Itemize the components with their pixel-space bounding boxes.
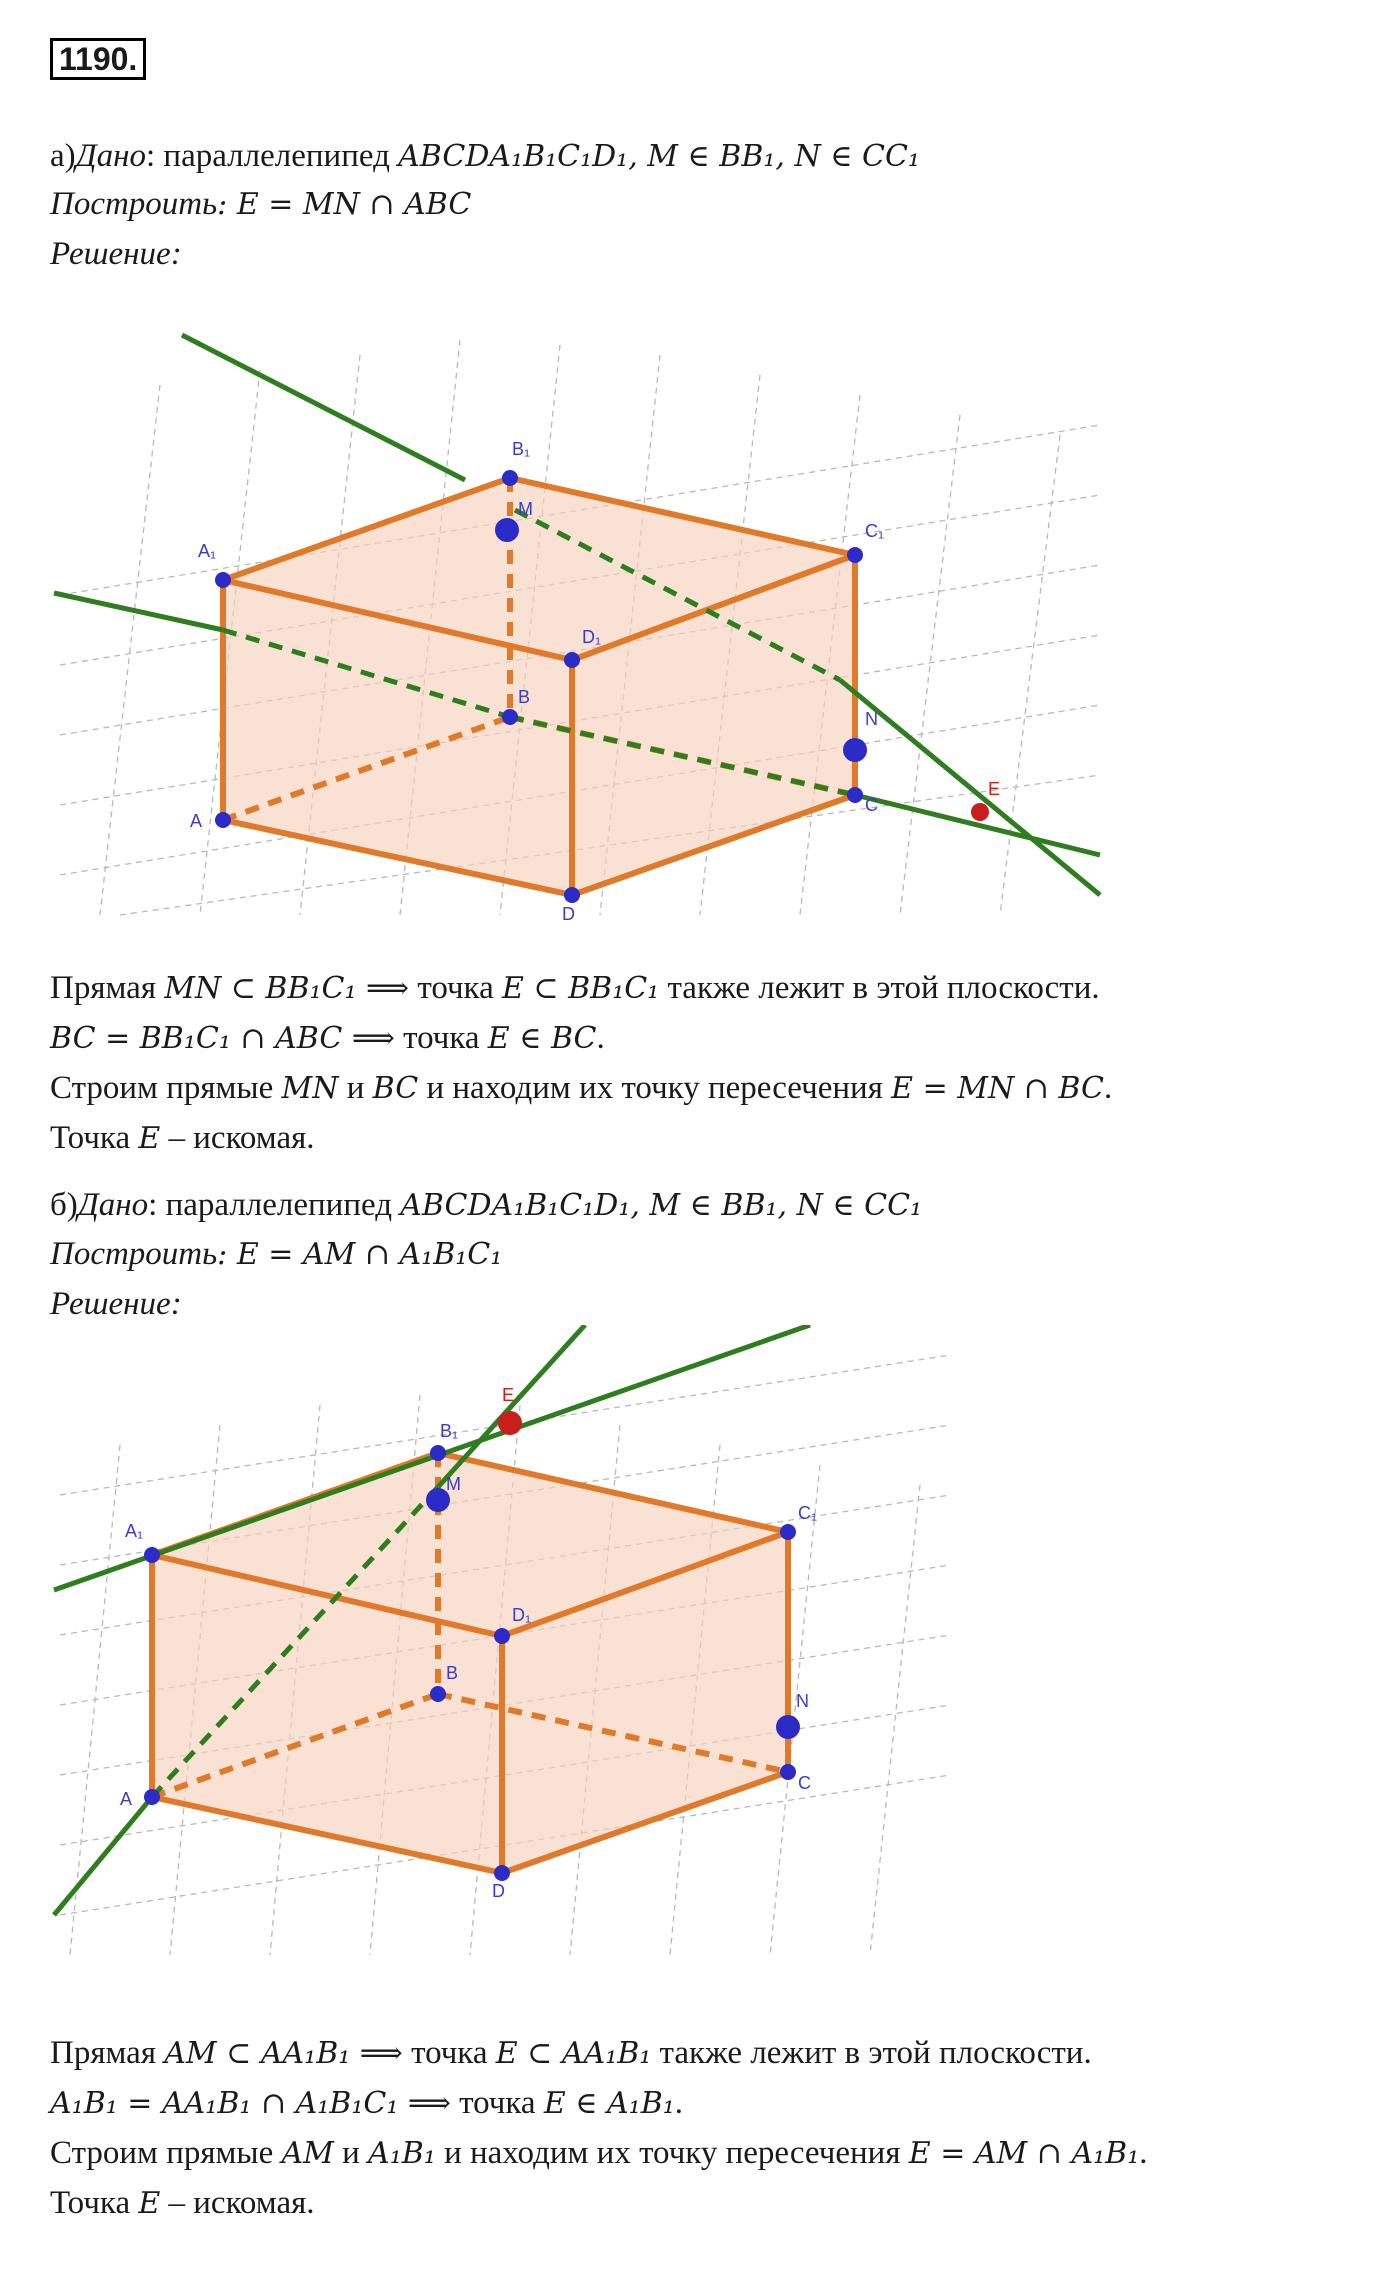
label-d: D (492, 1881, 505, 1901)
label-a1: A₁ (125, 1521, 144, 1541)
label-e: E (988, 779, 1001, 799)
label-c: C (798, 1773, 811, 1793)
label-b: B (446, 1663, 459, 1683)
problem-number: 1190. (50, 38, 146, 80)
solution-b-line-2: A₁B₁ = AA₁B₁ ∩ A₁B₁C₁ ⟹ точка E ∈ A₁B₁. (50, 2085, 684, 2121)
solution-b: Решение: (50, 1286, 182, 1322)
label-e: E (502, 1385, 515, 1405)
label-n: N (796, 1691, 809, 1711)
construct-a (50, 182, 471, 227)
label-b: B (518, 687, 531, 707)
given-text: : параллелепипед (146, 138, 399, 174)
given-text: : параллелепипед (148, 1187, 401, 1223)
given-a (50, 134, 920, 179)
part-label: а) (50, 138, 76, 174)
box-faces (223, 478, 855, 895)
solution-a-line-2: BC = BB₁C₁ ∩ ABC ⟹ точка E ∈ BC. (50, 1020, 605, 1056)
label-d1: D₁ (512, 1605, 532, 1625)
label-a1: A₁ (198, 541, 217, 561)
label-a: A (120, 1789, 133, 1809)
label-a: A (190, 811, 203, 831)
label-d1: D₁ (582, 627, 602, 647)
given-word: Дано (77, 1187, 149, 1223)
label-m: M (446, 1474, 461, 1494)
label-d: D (562, 904, 575, 924)
solution-b-line-3: Строим прямые AM и A₁B₁ и находим их точку пересечения E = AM ∩ A₁B₁. (50, 2135, 1148, 2171)
construct-b (50, 1232, 502, 1277)
solution-b-line-4: Точка E – искомая. (50, 2185, 315, 2221)
construct-math: : E = AM ∩ A₁B₁C₁ (217, 1237, 503, 1272)
label-b1: B₁ (512, 439, 531, 459)
label-c: C (865, 795, 878, 815)
figure-a (40, 325, 1120, 925)
construct-word: Построить (50, 186, 218, 222)
label-m: M (518, 499, 533, 519)
part-label: б) (50, 1187, 78, 1223)
construct-math: : E = MN ∩ ABC (217, 187, 472, 222)
solution-b-line-1: Прямая AM ⊂ AA₁B₁ ⟹ точка E ⊂ AA₁B₁ также лежит в этой плоскости. (50, 2035, 1092, 2071)
given-word: Дано (75, 138, 147, 174)
solution-a: Решение: (50, 236, 182, 272)
solution-a-line-1: Прямая MN ⊂ BB₁C₁ ⟹ точка E ⊂ BB₁C₁ также лежит в этой плоскости. (50, 970, 1100, 1006)
given-math: ABCDA₁B₁C₁D₁, M ∈ BB₁, N ∈ CC₁ (398, 139, 920, 174)
figure-b (40, 1325, 960, 1965)
given-math: ABCDA₁B₁C₁D₁, M ∈ BB₁, N ∈ CC₁ (400, 1188, 923, 1223)
construct-word: Построить (50, 1236, 218, 1272)
label-b1: B₁ (440, 1421, 459, 1441)
solution-a-line-3: Строим прямые MN и BC и находим их точку пересечения E = MN ∩ BC. (50, 1070, 1113, 1106)
given-b (50, 1183, 922, 1228)
label-n: N (865, 709, 878, 729)
box-faces (152, 1453, 788, 1873)
solution-a-line-4: Точка E – искомая. (50, 1120, 315, 1156)
label-c1: C₁ (865, 521, 885, 541)
label-c1: C₁ (798, 1503, 818, 1523)
